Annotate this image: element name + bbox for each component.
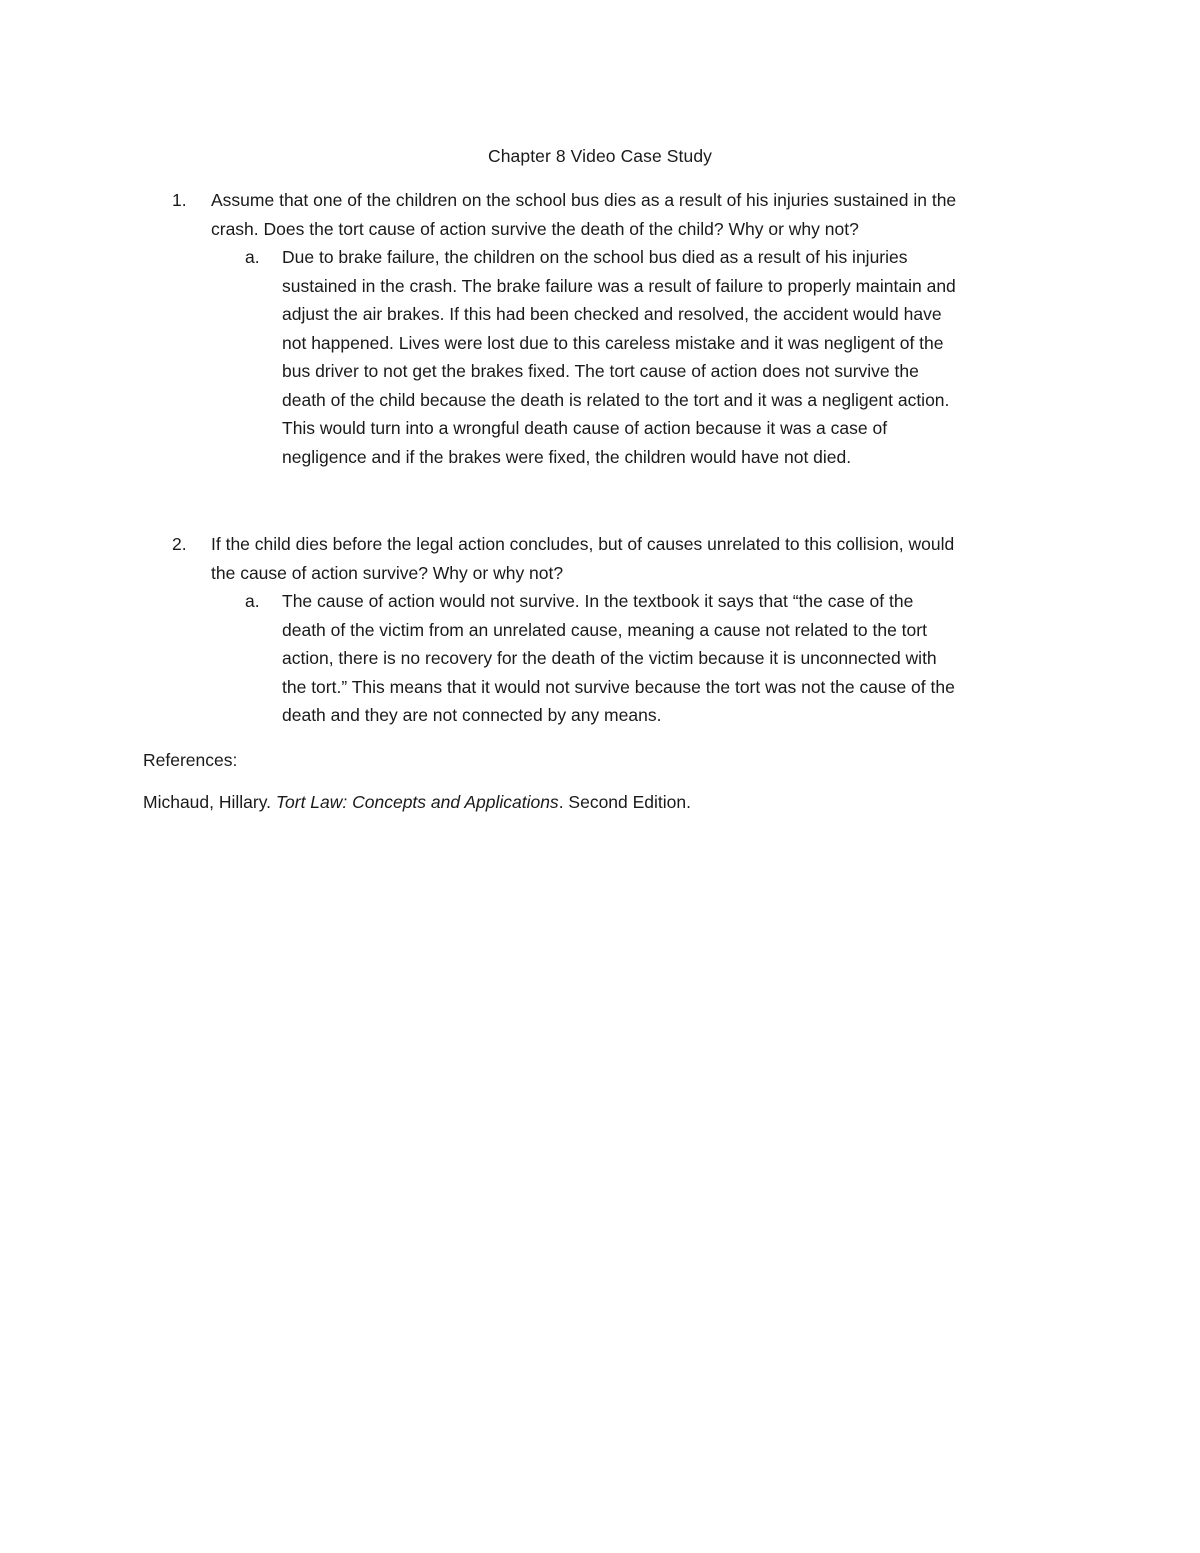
answer-line: death of the victim from an unrelated cause, meaning a cause not related to the tort (282, 619, 927, 640)
question-line: If the child dies before the legal action concludes, but of causes unrelated to this collision, would (211, 534, 955, 554)
question-text (211, 530, 1071, 587)
answer-line: sustained in the crash. The brake failure was a result of failure to properly maintain and (282, 275, 956, 296)
answer-line: bus driver to not get the brakes fixed. The tort cause of action does not survive the (282, 361, 919, 381)
answer-text (282, 243, 1072, 471)
reference-author: Michaud, Hillary. (143, 792, 276, 812)
answer-letter: a. (245, 591, 260, 611)
question-number: 2. (172, 534, 187, 554)
answer-line: action, there is no recovery for the death of the victim because it is unconnected with (282, 648, 937, 668)
question-number: 1. (172, 190, 187, 210)
reference-edition: . Second Edition. (558, 792, 691, 812)
references-heading: References: (143, 750, 238, 770)
document-title: Chapter 8 Video Case Study (487, 146, 713, 166)
question-text (211, 186, 1071, 243)
answer-line: Due to brake failure, the children on the school bus died as a result of his injuries (282, 247, 908, 267)
answer-line: death and they are not connected by any means. (282, 705, 662, 725)
answer-line: the tort.” This means that it would not survive because the tort was not the cause of the (282, 676, 955, 697)
answer-line: not happened. Lives were lost due to this careless mistake and it was negligent of the (282, 332, 944, 353)
answer-letter: a. (245, 247, 260, 267)
answer-line: adjust the air brakes. If this had been checked and resolved, the accident would have (282, 304, 942, 324)
answer-line: The cause of action would not survive. In the textbook it says that “the case of the (282, 591, 914, 611)
reference-book-title: Tort Law: Concepts and Applications (275, 792, 559, 812)
question-line: Assume that one of the children on the school bus dies as a result of his injuries sustained in the (211, 190, 957, 210)
answer-line: negligence and if the brakes were fixed, the children would have not died. (282, 446, 852, 467)
answer-line: death of the child because the death is related to the tort and it was a negligent action. (282, 389, 950, 410)
reference-entry (143, 788, 691, 817)
question-line: crash. Does the tort cause of action survive the death of the child? Why or why not? (211, 218, 859, 239)
question-line: the cause of action survive? Why or why not? (211, 562, 564, 583)
answer-text (282, 587, 1072, 730)
answer-line: This would turn into a wrongful death cause of action because it was a case of (282, 418, 888, 438)
